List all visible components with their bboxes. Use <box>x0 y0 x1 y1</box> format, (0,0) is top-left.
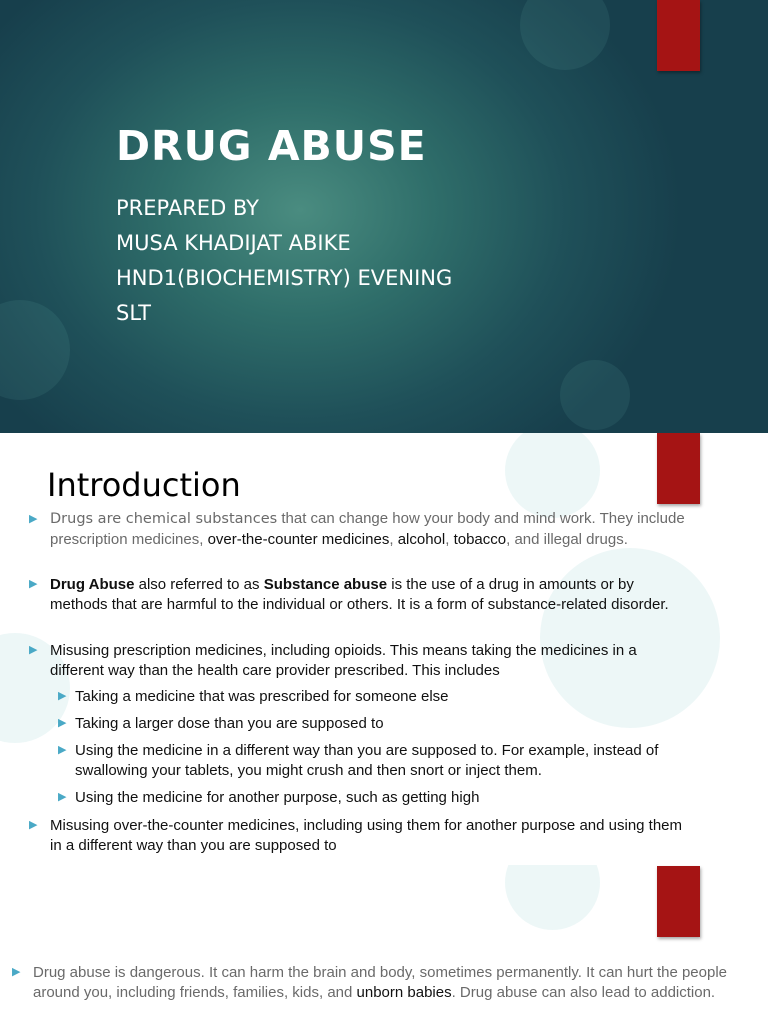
subtitle-line: MUSA KHADIJAT ABIKE <box>116 231 351 255</box>
title-slide <box>0 0 768 433</box>
section-heading: Introduction <box>47 466 241 504</box>
faint-circle-decoration <box>505 865 600 930</box>
bokeh-decoration <box>0 300 70 400</box>
link-substance-related-disorder[interactable]: substance-related disorder <box>487 595 665 613</box>
triangle-bullet-icon: ▶ <box>12 966 21 978</box>
triangle-bullet-icon: ▶ <box>58 791 67 803</box>
sub-bullet-item: Taking a medicine that was prescribed for someone else <box>75 688 449 705</box>
bullet-drug-abuse-dangers: Drug abuse is dangerous. It can harm the brain and body, sometimes permanently. It can hurt the people around you, including friends, families, kids, and unborn babies. Drug abuse can also lead to addiction. <box>33 964 728 1001</box>
bokeh-decoration <box>560 360 630 430</box>
red-accent-bar <box>657 433 700 504</box>
introduction-slide <box>0 433 768 865</box>
bullet-misusing-prescription: Misusing prescription medicines, including opioids. This means taking the medicines in a different way than the health care provider prescribed. This includes <box>50 642 637 679</box>
faint-circle-decoration <box>505 433 600 518</box>
dangers-slide <box>0 865 768 1024</box>
sub-bullet-item: Using the medicine in a different way than you are supposed to. For example, instead of swallowing your tablets, you might crush and then snort or inject them. <box>75 742 659 779</box>
subtitle-line: HND1(BIOCHEMISTRY) EVENING <box>116 266 453 290</box>
triangle-bullet-icon: ▶ <box>58 717 67 729</box>
sub-bullet-item: Taking a larger dose than you are supposed to <box>75 715 384 732</box>
red-accent-bar <box>657 866 700 937</box>
link-alcohol[interactable]: alcohol <box>397 530 446 548</box>
link-unborn-babies[interactable]: unborn babies <box>356 983 452 1001</box>
subtitle-line: SLT <box>116 301 151 325</box>
bullet-misusing-otc: Misusing over-the-counter medicines, including using them for another purpose and using them in a different way than you are supposed to <box>50 817 683 854</box>
sub-bullet-item: Using the medicine for another purpose, such as getting high <box>75 789 480 806</box>
bullet-drugs-definition: Drugs are chemical substances that can change how your body and mind work. They include prescription medicines, over-the-counter medicines, alcohol, tobacco, and illegal drugs. <box>50 510 685 548</box>
triangle-bullet-icon: ▶ <box>29 644 38 656</box>
triangle-bullet-icon: ▶ <box>29 819 38 831</box>
link-tobacco[interactable]: tobacco <box>453 530 507 548</box>
triangle-bullet-icon: ▶ <box>58 744 67 756</box>
bullet-drug-abuse-definition: Drug Abuse also referred to as Substance abuse is the use of a drug in amounts or by methods that are harmful to the individual or others. It is a form of substance-related disorder. <box>50 576 669 613</box>
link-otc-medicines[interactable]: over-the-counter medicines <box>207 530 390 548</box>
bokeh-decoration <box>520 0 610 70</box>
triangle-bullet-icon: ▶ <box>29 578 38 590</box>
slide-title: DRUG ABUSE <box>116 122 427 170</box>
subtitle-line: PREPARED BY <box>116 196 260 220</box>
red-accent-bar <box>657 0 700 71</box>
triangle-bullet-icon: ▶ <box>29 513 38 525</box>
triangle-bullet-icon: ▶ <box>58 690 67 702</box>
